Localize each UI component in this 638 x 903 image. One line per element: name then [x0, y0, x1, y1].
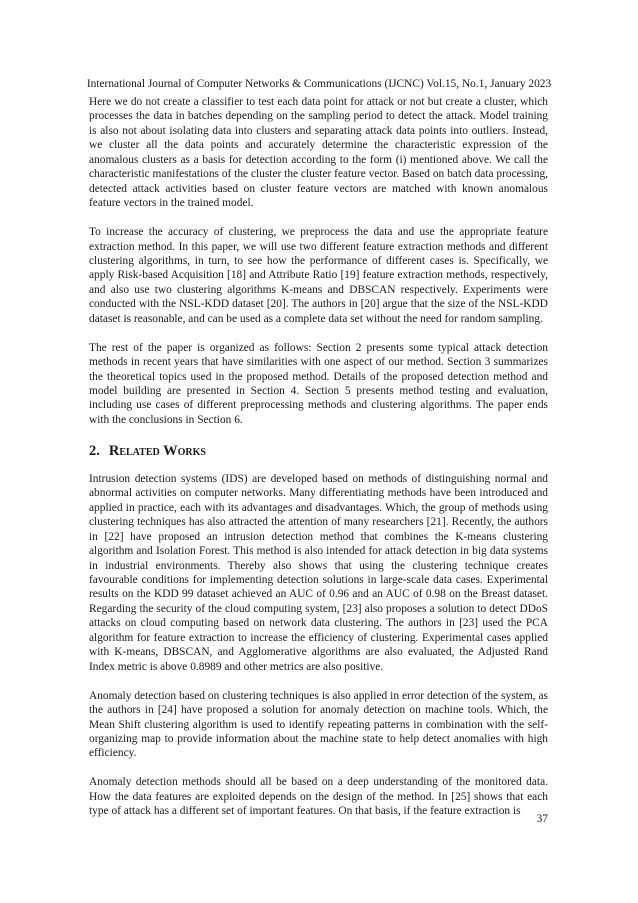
section-number: 2. [89, 442, 100, 459]
paragraph-related-3: Anomaly detection methods should all be based on a deep understanding of the monitored data. How the data features are exploited depends on the design of the method. In [25] shows that each type of attack has a different set of important features. On that basis, if the feature extraction is [89, 776, 548, 818]
body-text [89, 95, 548, 833]
paragraph-related-2: Anomaly detection based on clustering techniques is also applied in error detection of the system, as the authors in [24] have proposed a solution for anomaly detection on machine tools. Which, the Mean Shift clustering algorithm is used to identify repeating patterns in combination with the self-organizing map to provide information about the machine state to help detect anomalies with high efficiency. [89, 689, 548, 760]
page-number: 37 [536, 813, 548, 825]
paragraph-intro-3: The rest of the paper is organized as follows: Section 2 presents some typical attack detection methods in recent years that have similarities with one aspect of our method. Section 3 summarizes the theoretical topics used in the proposed method. Details of the proposed detection method and model building are presented in Section 4. Section 5 presents method testing and evaluation, including use cases of different preprocessing methods and clustering algorithms. The paper ends with the conclusions in Section 6. [89, 341, 548, 426]
paragraph-intro-2: To increase the accuracy of clustering, we preprocess the data and use the appropriate feature extraction method. In this paper, we will use two different feature extraction methods and different clustering algorithms, in turn, to see how the performance of different cases is. Specifically, we apply Risk-based Acquisition [18] and Attribute Ratio [19] feature extraction methods, respectively, and also use two clustering algorithms K-means and DBSCAN respectively. Experiments were conducted with the NSL-KDD dataset [20]. The authors in [20] argue that the size of the NSL-KDD dataset is reasonable, and can be used as a complete data set without the need for random sampling. [89, 226, 548, 325]
paragraph-related-1: Intrusion detection systems (IDS) are developed based on methods of distinguishing normal and abnormal activities on computer networks. Many differentiating methods have been introduced and applied in practice, each with its advantages and disadvantages. Which, the group of methods using clustering techniques has also attracted the attention of many researchers [21]. Recently, the authors in [22] have proposed an intrusion detection method that combines the K-means clustering algorithm and Isolation Forest. This method is also intended for attack detection in big data systems in industrial environments. Thereby also shows that using the clustering technique creates favourable conditions for implementing detection solutions in large-scale data cases. Experimental results on the KDD 99 dataset achieved an AUC of 0.96 and an AUC of 0.98 on the Breast dataset. Regarding the security of the cloud computing system, [23] also proposes a solution to detect DDoS attacks on cloud computing based on network data clustering. The authors in [23] used the PCA algorithm for feature extraction to increase the efficiency of clustering. Experimental cases applied with K-means, DBSCAN, and Agglomerative algorithms are also evaluated, the Adjusted Rand Index metric is above 0.8989 and other metrics are also positive. [89, 472, 548, 673]
paragraph-intro-1: Here we do not create a classifier to test each data point for attack or not but create a cluster, which processes the data in batches depending on the sampling period to detect the attack. Model training is also not about isolating data into clusters and separating attack data points into outliers. Instead, we cluster all the data points and accurately determine the characteristic expression of the anomalous clusters as a basis for detection according to the form (i) mentioned above. We call the characteristic manifestations of the cluster the cluster feature vector. Based on batch data processing, detected attack activities based on cluster feature vectors are matched with known anomalous feature vectors in the trained model. [89, 96, 548, 210]
running-header: International Journal of Computer Networks & Communications (IJCNC) Vol.15, No.1, January 2023 [86, 78, 552, 90]
section-title: Related Works [108, 442, 206, 459]
section-heading [89, 442, 548, 460]
